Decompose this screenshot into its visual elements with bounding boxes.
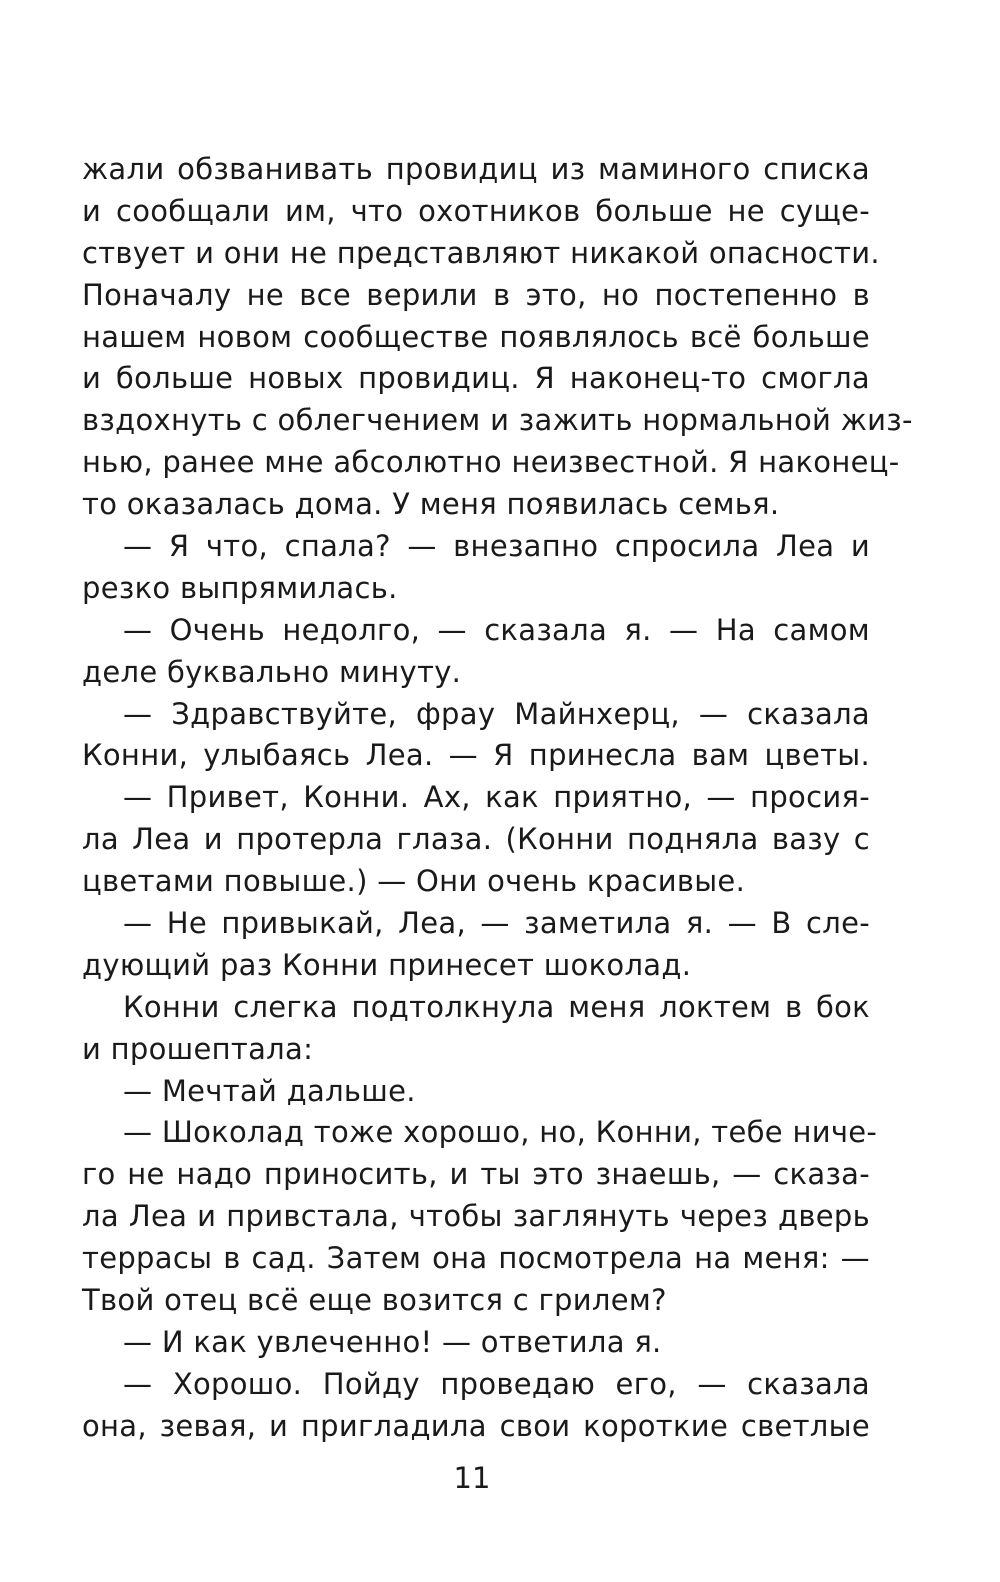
- text-line: ла Леа и привстала, чтобы заглянуть через дверь: [82, 1199, 870, 1234]
- text-line: террасы в сад. Затем она посмотрела на меня: —: [82, 1241, 870, 1276]
- text-line: жали обзванивать провидиц из маминого списка: [82, 152, 870, 186]
- text-line: деле буквально минуту.: [82, 654, 462, 689]
- text-line: ла Леа и протерла глаза. (Конни подняла вазу с: [82, 822, 870, 857]
- text-line: го не надо приносить, и ты это знаешь, — сказа-: [82, 1157, 870, 1192]
- text-line: — Шоколад тоже хорошо, но, Конни, тебе ниче-: [123, 1115, 878, 1150]
- text-line: — Здравствуйте, фрау Майнхерц, — сказала: [123, 696, 870, 731]
- text-line: Твой отец всё еще возится с грилем?: [82, 1283, 667, 1318]
- text-line: нью, ранее мне абсолютно неизвестной. Я наконец-: [82, 445, 900, 480]
- text-line: и прошептала:: [82, 1031, 314, 1066]
- text-line: — Не привыкай, Леа, — заметила я. — В сле-: [123, 906, 870, 941]
- text-line: Поначалу не все верили в это, но постепенно в: [82, 277, 870, 312]
- text-line: Конни, улыбаясь Леа. — Я принесла вам цветы.: [82, 738, 870, 773]
- text-line: резко выпрямилась.: [82, 570, 398, 605]
- text-line: нашем новом сообществе появлялось всё больше: [82, 319, 870, 354]
- text-line: цветами повыше.) — Они очень красивые.: [82, 864, 746, 899]
- text-line: дующий раз Конни принесет шоколад.: [82, 947, 692, 982]
- text-line: ствует и они не представляют никакой опасности.: [82, 235, 880, 270]
- text-line: — Мечтай дальше.: [123, 1073, 416, 1108]
- text-line: — И как увлеченно! — ответила я.: [123, 1324, 662, 1359]
- text-line: — Я что, спала? — внезапно спросила Леа и: [123, 529, 870, 564]
- text-line: и сообщали им, что охотников больше не суще-: [82, 193, 870, 228]
- page-number: 11: [453, 1461, 491, 1495]
- text-line: вздохнуть с облегчением и зажить нормальной жиз-: [82, 403, 913, 438]
- text-line: и больше новых провидиц. Я наконец-то смогла: [82, 361, 870, 396]
- text-line: — Привет, Конни. Ах, как приятно, — просия-: [123, 780, 870, 815]
- text-line: Конни слегка подтолкнула меня локтем в бок: [123, 989, 870, 1024]
- text-line: — Хорошо. Пойду проведаю его, — сказала: [123, 1366, 870, 1401]
- text-line: она, зевая, и пригладила свои короткие светлые: [82, 1408, 870, 1443]
- text-line: — Очень недолго, — сказала я. — На самом: [123, 612, 870, 647]
- text-line: то оказалась дома. У меня появилась семья.: [82, 487, 780, 522]
- body-text: [82, 149, 913, 1448]
